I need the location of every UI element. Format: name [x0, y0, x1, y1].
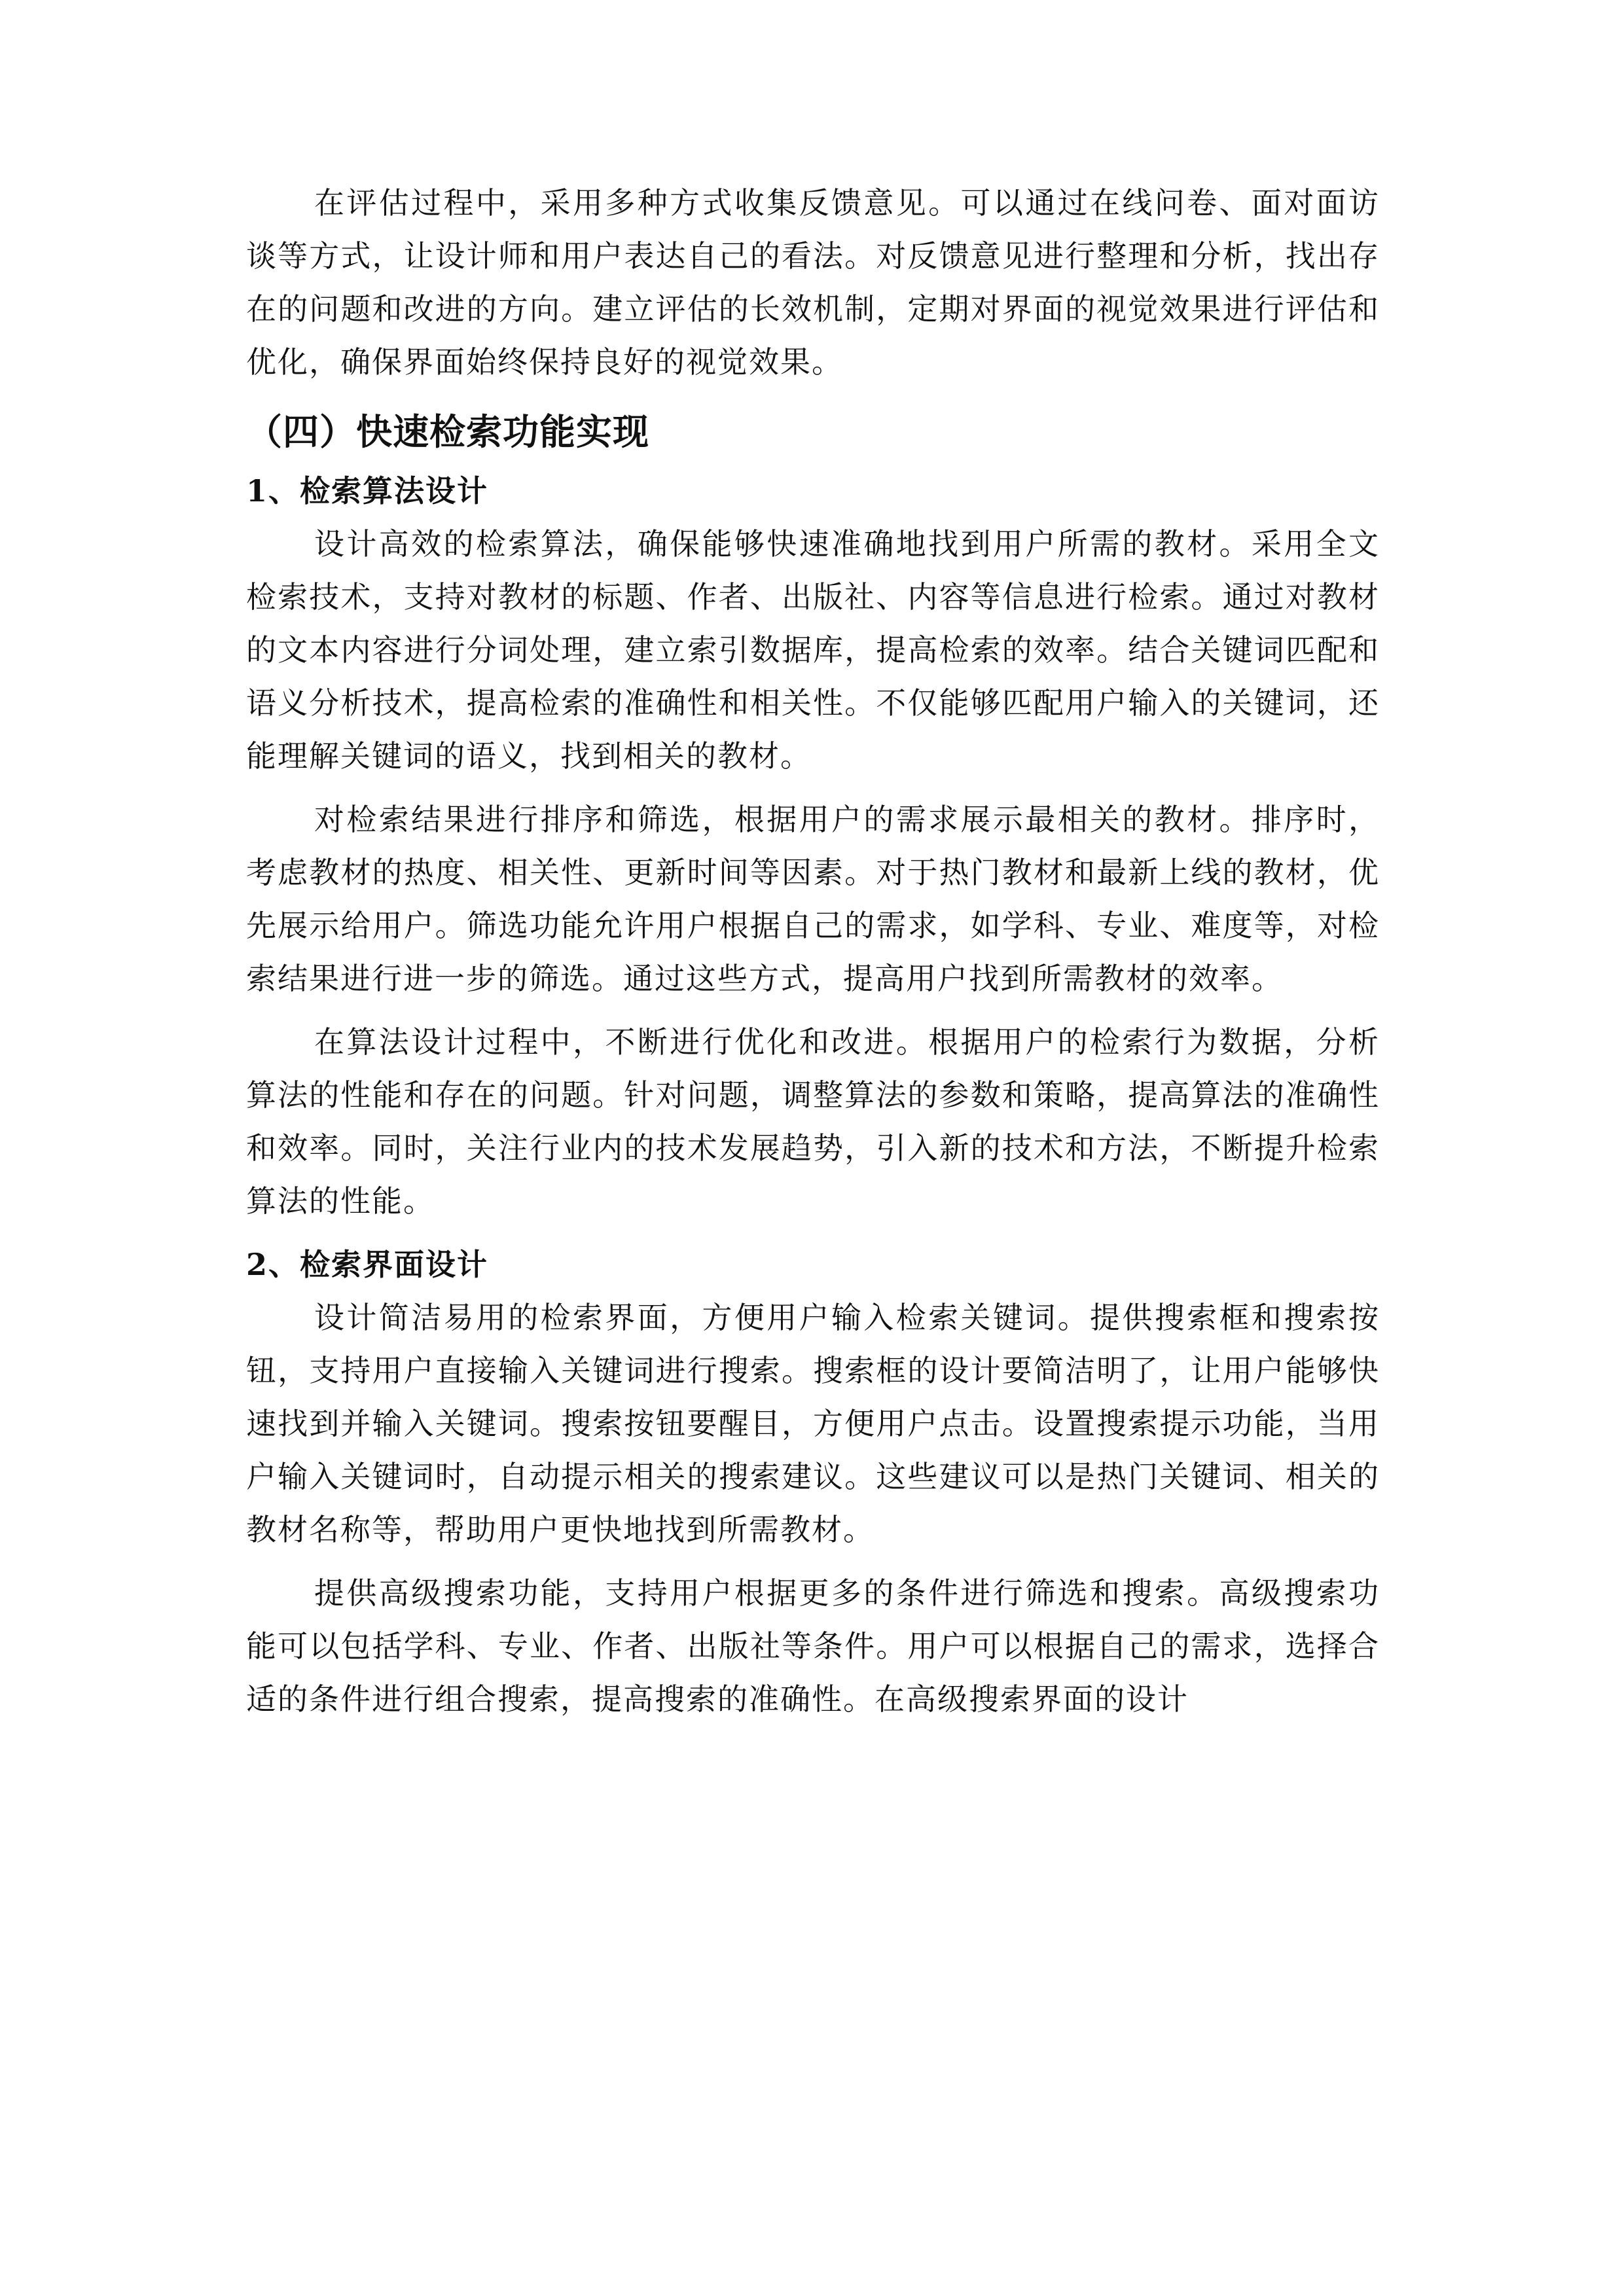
subheading-interface-design: 2、检索界面设计: [246, 1247, 489, 1282]
document-page: [246, 177, 1380, 1726]
section-heading-4: （四）快速检索功能实现: [246, 410, 650, 453]
paragraph-interface-2: 提供高级搜索功能，支持用户根据更多的条件进行筛选和搜索。高级搜索功能可以包括学科、专业、作者、出版社等条件。用户可以根据自己的需求，选择合适的条件进行组合搜索，提高搜索的准确性。在高级搜索界面的设计: [246, 1575, 1380, 1717]
paragraph-algorithm-3: 在算法设计过程中，不断进行优化和改进。根据用户的检索行为数据，分析算法的性能和存在的问题。针对问题，调整算法的参数和策略，提高算法的准确性和效率。同时，关注行业内的技术发展趋势，引入新的技术和方法，不断提升检索算法的性能。: [246, 1024, 1380, 1219]
paragraph-algorithm-2: 对检索结果进行排序和筛选，根据用户的需求展示最相关的教材。排序时，考虑教材的热度、相关性、更新时间等因素。对于热门教材和最新上线的教材，优先展示给用户。筛选功能允许用户根据自己的需求，如学科、专业、难度等，对检索结果进行进一步的筛选。通过这些方式，提高用户找到所需教材的效率。: [246, 802, 1380, 996]
paragraph-algorithm-1: 设计高效的检索算法，确保能够快速准确地找到用户所需的教材。采用全文检索技术，支持对教材的标题、作者、出版社、内容等信息进行检索。通过对教材的文本内容进行分词处理，建立索引数据库，提高检索的效率。结合关键词匹配和语义分析技术，提高检索的准确性和相关性。不仅能够匹配用户输入的关键词，还能理解关键词的语义，找到相关的教材。: [246, 526, 1380, 774]
subheading-algorithm-design: 1、检索算法设计: [246, 473, 489, 509]
spacer: [246, 1556, 1380, 1567]
spacer: [246, 1005, 1380, 1016]
spacer: [246, 783, 1380, 793]
paragraph-interface-1: 设计简洁易用的检索界面，方便用户输入检索关键词。提供搜索框和搜索按钮，支持用户直接输入关键词进行搜索。搜索框的设计要简洁明了，让用户能够快速找到并输入关键词。搜索按钮要醒目，方便用户点击。设置搜索提示功能，当用户输入关键词时，自动提示相关的搜索建议。这些建议可以是热门关键词、相关的教材名称等，帮助用户更快地找到所需教材。: [246, 1300, 1380, 1547]
spacer: [246, 389, 1380, 399]
spacer: [246, 1228, 1380, 1238]
paragraph-evaluation: 在评估过程中，采用多种方式收集反馈意见。可以通过在线问卷、面对面访谈等方式，让设计师和用户表达自己的看法。对反馈意见进行整理和分析，找出存在的问题和改进的方向。建立评估的长效机制，定期对界面的视觉效果进行评估和优化，确保界面始终保持良好的视觉效果。: [246, 185, 1380, 380]
